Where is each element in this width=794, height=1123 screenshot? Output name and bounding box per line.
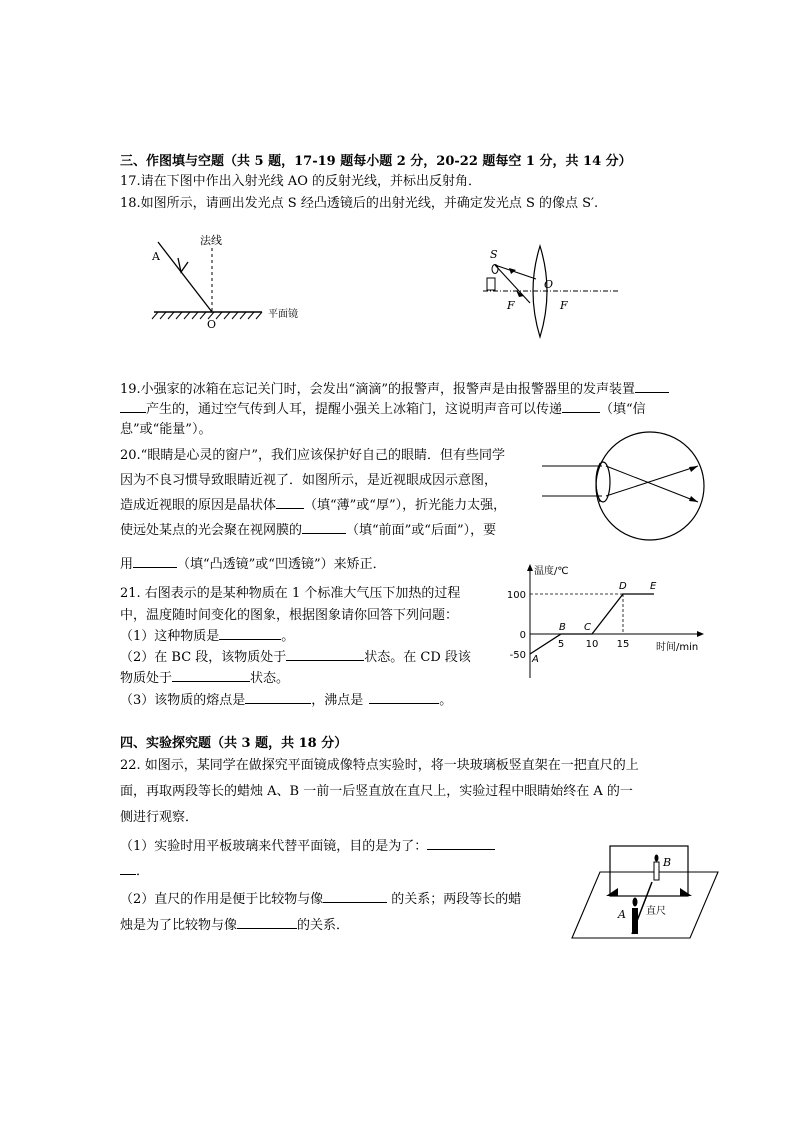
- table-surface: [572, 872, 718, 938]
- incident-ray: [158, 242, 212, 312]
- point-label-a: A: [532, 654, 539, 665]
- question-22-text: （2）直尺的作用是便于比较物与像: [120, 892, 324, 907]
- x-tick-label: 15: [616, 639, 630, 650]
- question-19-text: 19.小强家的冰箱在忘记关门时，会发出“滴滴”的报警声，报警声是由报警器里的发声装置: [120, 382, 635, 397]
- question-22-text: 的关系；两段等长的蜡: [391, 892, 522, 907]
- point-label-e: E: [650, 581, 657, 592]
- question-20-text: 用: [120, 557, 134, 572]
- question-21-text: 物质处于: [120, 671, 173, 686]
- ruler-label: 直尺: [646, 906, 666, 917]
- question-21-text: （1）这种物质是: [120, 629, 220, 644]
- section3-heading: 三、作图填与空题（共 5 题，17-19 题每小题 2 分，20-22 题每空 1 分，共 14 分）: [120, 154, 632, 169]
- question-22-line1: 22. 如图示，某同学在做探究平面镜成像特点实验时，将一块玻璃板竖直架在一把直尺的上: [120, 758, 639, 773]
- question-20-line2: 因为不良习惯导致眼睛近视了．如图所示，是近视眼成因示意图，: [120, 473, 498, 488]
- glass-stand-left: [606, 888, 618, 896]
- candle-a-label: A: [618, 908, 626, 921]
- question-20-line5: [120, 553, 386, 572]
- ray-arrow-1: [509, 268, 516, 274]
- normal-label: 法线: [200, 234, 222, 247]
- reflection-figure: [150, 228, 320, 333]
- x-tick-label: 10: [585, 639, 599, 650]
- mirror-label: 平面镜: [268, 309, 298, 320]
- question-22-text: ．: [136, 864, 150, 879]
- question-21-line2: 中，温度随时间变化的图象，根据图象请你回答下列问题：: [120, 608, 459, 623]
- question-20-text: 造成近视眼的原因是晶状体: [120, 498, 277, 513]
- ray-arrow-bottom: [689, 466, 698, 472]
- answer-blank: [133, 555, 177, 568]
- question-22-part1: [120, 835, 495, 854]
- candle-b: [654, 862, 659, 880]
- y-tick-label: 100: [506, 590, 526, 601]
- question-21-text: 。: [439, 693, 453, 708]
- question-19-text: 产生的，通过空气传到人耳，提醒小强关上冰箱门，这说明声音可以传递: [146, 402, 563, 417]
- question-21-line1: 21. 右图表示的是某种物质在 1 个标准大气压下加热的过程: [120, 586, 461, 601]
- question-21-part2: [120, 646, 471, 665]
- question-19-line2: [120, 398, 646, 417]
- lens-center-label: O: [544, 278, 554, 291]
- question-22-part2: [120, 888, 521, 907]
- glass-stand-right: [680, 888, 692, 896]
- answer-blank: [369, 691, 439, 704]
- refracted-ray-bottom: [606, 466, 698, 496]
- question-21-text: 状态。在 CD 段该: [364, 650, 471, 665]
- question-20-text: （填“凸透镜”或“凹透镜”）来矫正．: [177, 557, 386, 572]
- point-label-d: D: [619, 581, 627, 592]
- y-tick-label: -50: [509, 650, 526, 661]
- myopia-eye-diagram: [540, 430, 710, 542]
- answer-blank: [562, 400, 600, 413]
- question-21-text: （2）在 BC 段，该物质处于: [120, 650, 287, 665]
- answer-blank: [276, 496, 304, 509]
- candle-a: [632, 908, 638, 934]
- question-21-text: （3）该物质的熔点是: [120, 693, 246, 708]
- answer-blank: [286, 648, 364, 661]
- y-tick-label: 0: [519, 630, 526, 641]
- left-focus-label: F: [507, 299, 515, 312]
- convex-lens-figure: [478, 243, 628, 343]
- ray-label-a: A: [152, 250, 160, 263]
- question-21-part2-cont: [120, 667, 289, 686]
- question-20-text: （填“前面”或“后面”），要: [346, 523, 497, 538]
- question-22-text: 的关系．: [297, 918, 350, 933]
- refracted-ray-top: [606, 466, 698, 502]
- eyeball: [596, 432, 704, 540]
- question-21-part3: [120, 689, 452, 708]
- point-label-b: B: [559, 622, 566, 633]
- question-22-text: 烛是为了比较物与像: [120, 918, 238, 933]
- point-label-o: O: [207, 318, 217, 331]
- question-22-line2: 面，再取两段等长的蜡烛 A、B 一前一后竖直放在直尺上，实验过程中眼睛始终在 A 的一: [120, 784, 633, 799]
- question-22-part2-cont: [120, 914, 349, 933]
- candle-a-flame: [633, 898, 638, 907]
- answer-blank: [219, 627, 281, 640]
- question-20-line1: 20.“眼睛是心灵的窗户”，我们应该保护好自己的眼睛．但有些同学: [120, 448, 505, 463]
- answer-blank: [635, 380, 669, 393]
- question-19-line1: [120, 378, 669, 397]
- candle-b-label: B: [663, 856, 672, 869]
- answer-blank: [120, 862, 136, 875]
- question-22-line3: 侧进行观察．: [120, 810, 199, 825]
- question-22-part1-cont: [120, 860, 149, 879]
- question-20-line3: [120, 494, 506, 513]
- candle-b-flame: [655, 855, 659, 862]
- right-focus-label: F: [560, 299, 568, 312]
- question-18: 18.如图所示，请画出发光点 S 经凸透镜后的出射光线，并确定发光点 S 的像点 S′.: [120, 196, 599, 211]
- y-axis-arrow: [527, 564, 533, 571]
- question-21-part1: [120, 625, 294, 644]
- question-20-text: （填“薄”或“厚”），折光能力太强，: [304, 498, 507, 513]
- mirror-experiment-figure: [570, 838, 720, 943]
- question-22-text: （1）实验时用平板玻璃来代替平面镜，目的是为了：: [120, 839, 428, 854]
- ray-arrow-top: [689, 496, 698, 502]
- source-label-s: S: [490, 248, 498, 261]
- question-21-text: 。: [281, 629, 295, 644]
- x-axis-title: 时间/min: [656, 642, 699, 653]
- question-19-line3: 息”或“能量”）。: [120, 422, 212, 437]
- temperature-time-chart: [500, 560, 715, 685]
- question-21-text: ，沸点是: [311, 693, 364, 708]
- answer-blank: [302, 521, 346, 534]
- question-17: 17.请在下图中作出入射光线 AO 的反射光线，并标出反射角．: [120, 174, 481, 189]
- answer-blank: [427, 837, 495, 850]
- x-tick-label: 5: [557, 639, 565, 650]
- section4-heading: 四、实验探究题（共 3 题，共 18 分）: [120, 736, 348, 751]
- y-axis-title: 温度/℃: [534, 566, 569, 577]
- object-holder: [487, 278, 495, 290]
- x-axis-arrow: [697, 631, 704, 637]
- answer-blank: [172, 669, 250, 682]
- question-21-text: 状态。: [250, 671, 290, 686]
- question-20-text: 使远处某点的光会聚在视网膜的: [120, 523, 303, 538]
- answer-blank: [237, 916, 297, 929]
- answer-blank: [323, 890, 387, 903]
- answer-blank: [245, 691, 311, 704]
- question-20-line4: [120, 519, 496, 538]
- question-19-text: （填“信: [600, 402, 646, 417]
- point-label-c: C: [584, 622, 591, 633]
- answer-blank: [120, 400, 146, 413]
